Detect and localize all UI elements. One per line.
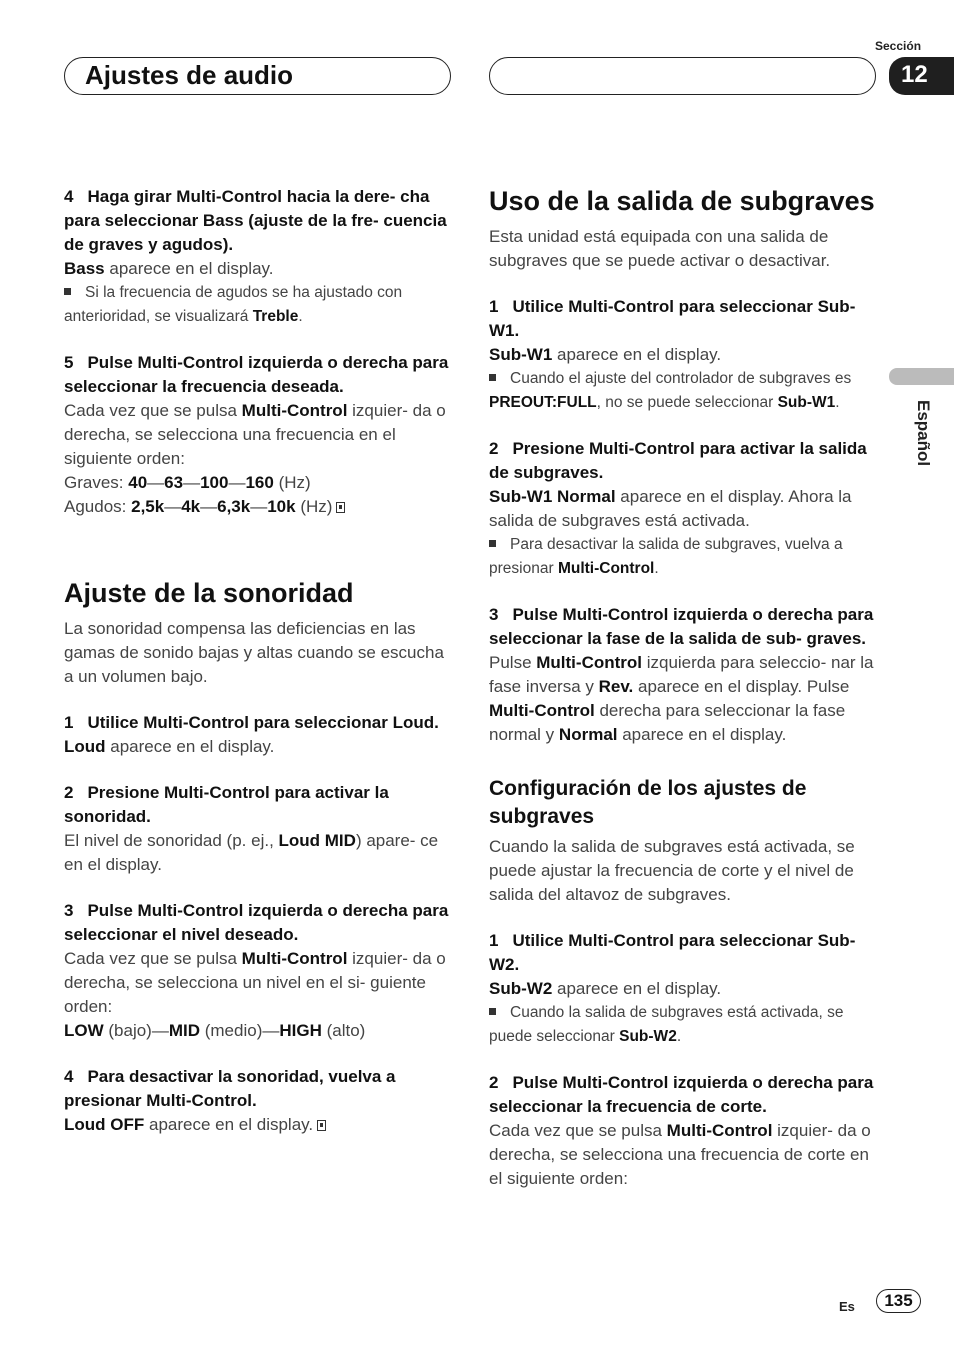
section-title: Ajustes de audio [85,60,294,90]
step-body: Cada vez que se pulsa Multi-Control izquier- da o derecha, se selecciona un nivel en el si- guiente orden: [64,949,446,1016]
treble-frequencies: Agudos: 2,5k—4k—6,3k—10k (Hz) [64,495,452,519]
step-body: Sub-W1 aparece en el display. [489,345,722,364]
section-heading-loudness: Ajuste de la sonoridad [64,578,354,608]
step-heading: 2 Presione Multi-Control para activar la sonoridad. [64,783,389,826]
section-intro: Cuando la salida de subgraves está activada, se puede ajustar la frecuencia de corte y el nivel de salida del altavoz de subgraves. [489,837,855,904]
step-heading: 1 Utilice Multi-Control para seleccionar Sub-W1. [489,297,856,340]
step-heading: 2 Presione Multi-Control para activar la salida de subgraves. [489,439,867,482]
step-body: Loud aparece en el display. [64,737,275,756]
note: Cuando el ajuste del controlador de subgraves es PREOUT:FULL, no se puede seleccionar Sub-W1. [489,370,852,411]
step-body: Cada vez que se pulsa Multi-Control izquier- da o derecha, se selecciona una frecuencia de corte en el siguiente orden: [489,1121,871,1188]
section-title-pill [64,57,451,95]
step-heading: 1 Utilice Multi-Control para seleccionar Sub-W2. [489,931,856,974]
step-body: Bass aparece en el display. [64,259,274,278]
note: Si la frecuencia de agudos se ha ajustado con anterioridad, se visualizará Treble. [64,284,403,325]
step-heading: 4 Para desactivar la sonoridad, vuelva a presionar Multi-Control. [64,1067,396,1110]
step-body: Pulse Multi-Control izquierda para seleccio- nar la fase inversa y Rev. aparece en el display. Pulse Multi-Control derecha para seleccionar la fase normal y Normal aparece en el display. [489,653,874,744]
bass-frequencies: Graves: 40—63—100—160 (Hz) [64,473,311,492]
step-body: Sub-W1 Normal aparece en el display. Ahora la salida de subgraves está activada. [489,487,852,530]
loudness-levels: LOW (bajo)—MID (medio)—HIGH (alto) [64,1021,366,1040]
end-mark-icon [336,502,345,513]
section-number-tab: 12 [889,57,954,95]
language-tab-marker [889,368,954,385]
section-heading-subwoofer: Uso de la salida de subgraves [489,186,875,216]
step-heading: 1 Utilice Multi-Control para seleccionar Loud. [64,713,439,732]
section-intro: La sonoridad compensa las deficiencias en las gamas de sonido bajas y altas cuando se escucha a un volumen bajo. [64,619,444,686]
bullet-icon [489,540,496,547]
footer-language: Es [839,1299,855,1314]
step-heading: 2 Pulse Multi-Control izquierda o derecha para seleccionar la frecuencia de corte. [489,1073,874,1116]
step-body: Sub-W2 aparece en el display. [489,979,722,998]
bullet-icon [64,288,71,295]
subsection-heading-subwoofer-settings: Configuración de los ajustes de subgraves [489,777,807,828]
left-column [64,185,452,1137]
bullet-icon [489,374,496,381]
step-heading: 3 Pulse Multi-Control izquierda o derecha para seleccionar el nivel deseado. [64,901,449,944]
page-number: 135 [876,1289,921,1313]
section-intro: Esta unidad está equipada con una salida de subgraves que se puede activar o desactivar. [489,227,831,270]
step-body: Loud OFF aparece en el display. [64,1113,452,1137]
step-body: El nivel de sonoridad (p. ej., Loud MID) apare- ce en el display. [64,831,439,874]
step-heading: 3 Pulse Multi-Control izquierda o derecha para seleccionar la fase de la salida de sub- graves. [489,605,874,648]
note: Para desactivar la salida de subgraves, vuelva a presionar Multi-Control. [489,536,843,577]
end-mark-icon [317,1120,326,1131]
header-blank-pill [489,57,876,95]
step-heading: 4 Haga girar Multi-Control hacia la dere- cha para seleccionar Bass (ajuste de la fre- cuencia de graves y agudos). [64,187,447,254]
right-column [489,185,877,1191]
note: Cuando la salida de subgraves está activada, se puede seleccionar Sub-W2. [489,1004,844,1045]
step-heading: 5 Pulse Multi-Control izquierda o derecha para seleccionar la frecuencia deseada. [64,353,449,396]
bullet-icon [489,1008,496,1015]
language-tab-label: Español [914,400,933,467]
step-body: Cada vez que se pulsa Multi-Control izquier- da o derecha, se selecciona una frecuencia en el siguiente orden: [64,401,446,468]
section-label: Sección [875,39,922,53]
